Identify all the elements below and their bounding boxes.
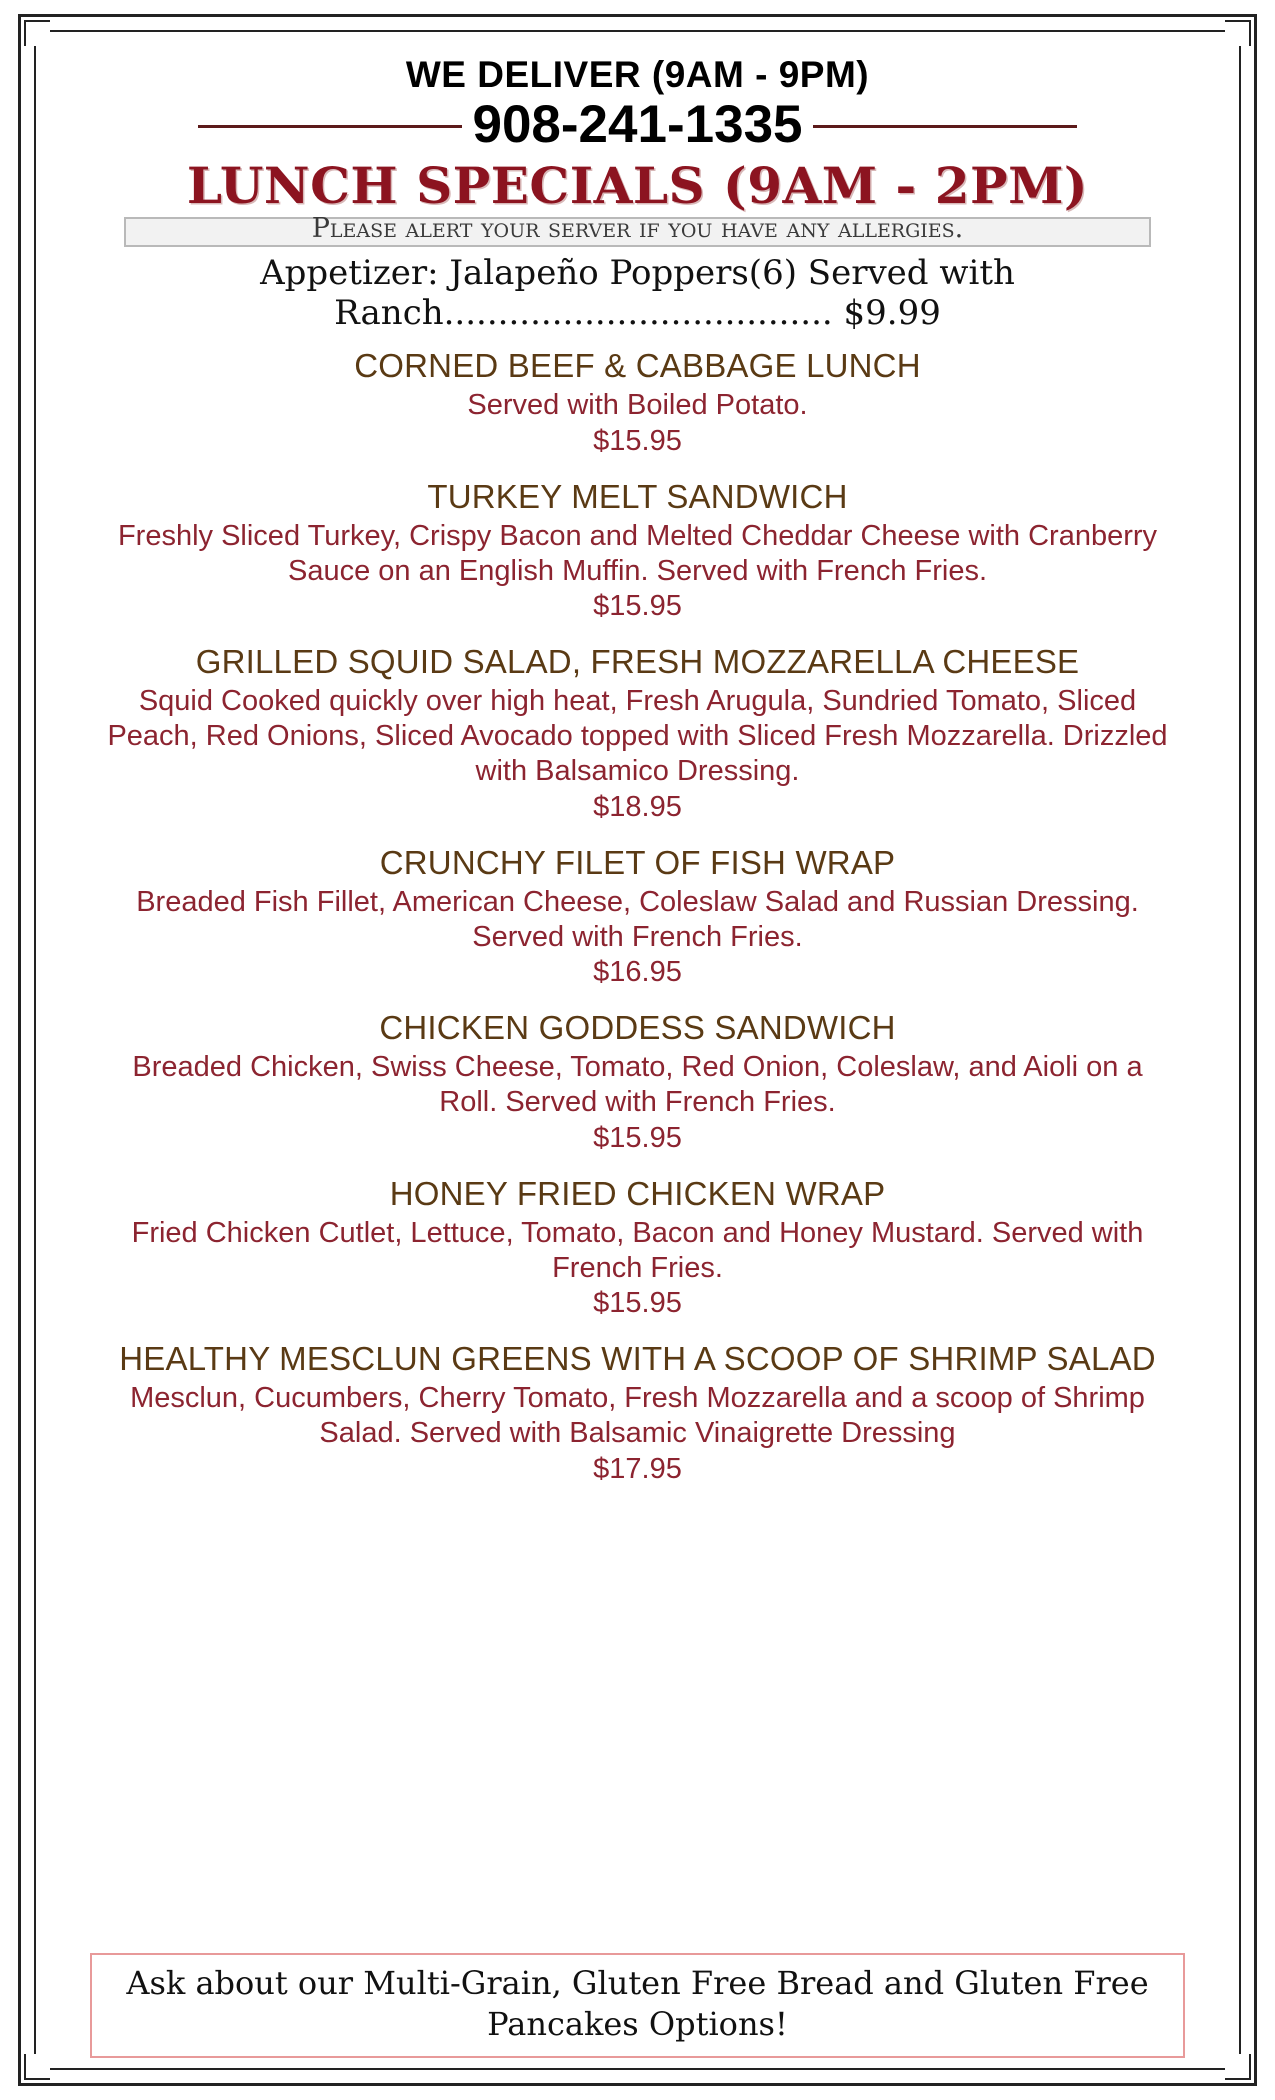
corner-ornament-bottom-left xyxy=(24,2054,50,2080)
menu-item xyxy=(88,1175,1187,1321)
menu-item-price: $15.95 xyxy=(593,1121,682,1154)
menu-item-name: CRUNCHY FILET OF FISH WRAP xyxy=(379,843,896,881)
menu-item-description: Breaded Fish Fillet, American Cheese, Coleslaw Salad and Russian Dressing. Served with French Fries. xyxy=(136,885,1139,953)
menu-item xyxy=(88,347,1187,458)
delivery-hours-line: WE DELIVER (9AM - 9PM) xyxy=(405,54,870,95)
menu-item-name: TURKEY MELT SANDWICH xyxy=(427,477,848,515)
gluten-free-note-box xyxy=(90,1953,1185,2058)
gluten-free-note-text: Ask about our Multi-Grain, Gluten Free Bread and Gluten Free Pancakes Options! xyxy=(126,1963,1149,2044)
corner-ornament-top-left xyxy=(24,20,50,46)
menu-item xyxy=(88,643,1187,823)
menu-item-description: Freshly Sliced Turkey, Crispy Bacon and Melted Cheddar Cheese with Cranberry Sauce on an English Muffin. Served with French Fries. xyxy=(117,519,1158,587)
corner-ornament-top-right xyxy=(1225,20,1251,46)
menu-item-price: $18.95 xyxy=(593,790,682,823)
menu-item-description: Served with Boiled Potato. xyxy=(467,389,808,422)
menu-item-name: HEALTHY MESCLUN GREENS WITH A SCOOP OF SHRIMP SALAD xyxy=(119,1340,1156,1378)
allergy-notice-text: Please alert your server if you have any allergies. xyxy=(311,212,964,244)
phone-number-block xyxy=(88,94,1187,154)
menu-item-description: Breaded Chicken, Swiss Cheese, Tomato, Red Onion, Coleslaw, and Aioli on a Roll. Served with French Fries. xyxy=(132,1051,1143,1119)
menu-item-price: $15.95 xyxy=(593,424,682,457)
menu-item-name: GRILLED SQUID SALAD, FRESH MOZZARELLA CHEESE xyxy=(195,643,1080,681)
menu-item-description: Squid Cooked quickly over high heat, Fresh Arugula, Sundried Tomato, Sliced Peach, Red Onions, Sliced Avocado topped with Sliced Fresh Mozzarella. Drizzled with Balsamico Dressing. xyxy=(107,685,1168,787)
menu-item-name: CORNED BEEF & CABBAGE LUNCH xyxy=(354,347,921,385)
menu-item-description: Mesclun, Cucumbers, Cherry Tomato, Fresh Mozzarella and a scoop of Shrimp Salad. Served with Balsamic Vinaigrette Dressing xyxy=(130,1382,1145,1450)
menu-item-description: Fried Chicken Cutlet, Lettuce, Tomato, Bacon and Honey Mustard. Served with French Fries. xyxy=(131,1216,1144,1284)
menu-item-price: $15.95 xyxy=(593,590,682,623)
menu-page xyxy=(52,34,1223,2066)
menu-item xyxy=(88,844,1187,990)
menu-item-price: $15.95 xyxy=(593,1287,682,1320)
menu-item xyxy=(88,1009,1187,1155)
appetizer-line: Appetizer: Jalapeño Poppers(6) Served with Ranch.................................... $9.99 xyxy=(260,252,1015,334)
menu-item xyxy=(88,478,1187,624)
page-title: LUNCH SPECIALS (9AM - 2PM) xyxy=(186,156,1089,216)
menu-item-price: $17.95 xyxy=(593,1452,682,1485)
menu-item-name: CHICKEN GODDESS SANDWICH xyxy=(379,1009,896,1047)
menu-item-name: HONEY FRIED CHICKEN WRAP xyxy=(389,1174,886,1212)
allergy-notice-bar xyxy=(124,212,1151,247)
menu-item xyxy=(88,1340,1187,1486)
corner-ornament-bottom-right xyxy=(1225,2054,1251,2080)
menu-item-price: $16.95 xyxy=(593,956,682,989)
menu-items-list xyxy=(88,347,1187,1486)
phone-number[interactable]: 908-241-1335 xyxy=(462,97,812,153)
